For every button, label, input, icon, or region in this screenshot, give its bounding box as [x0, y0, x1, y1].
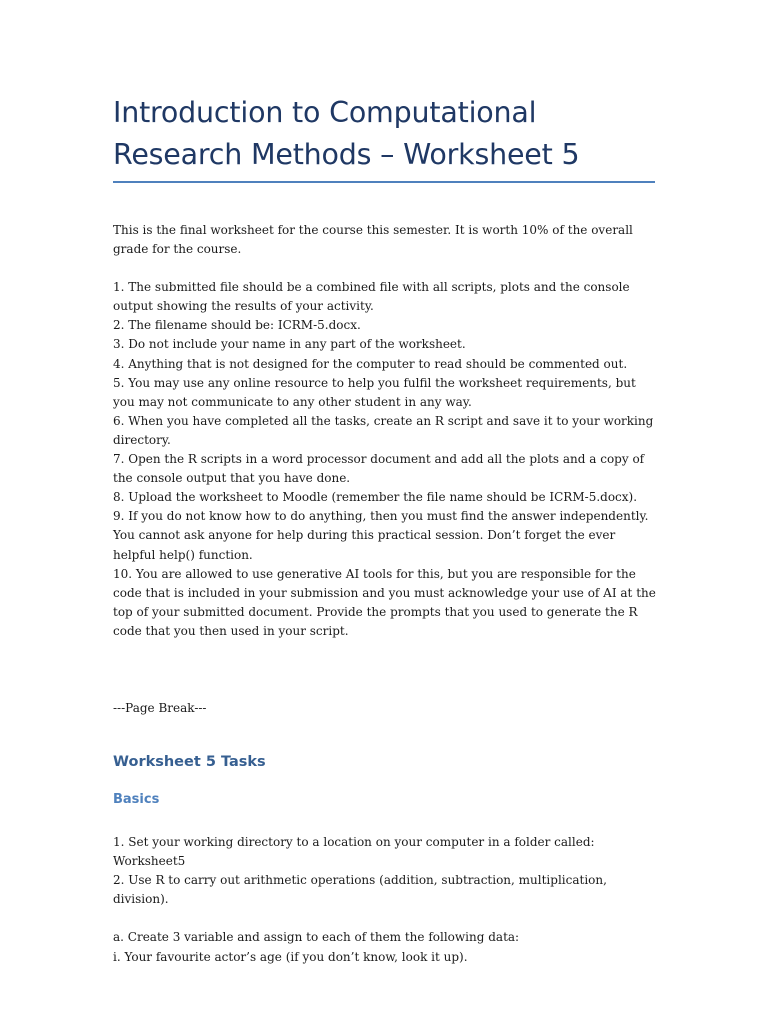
title-underline — [113, 181, 655, 183]
rules-list — [113, 278, 658, 641]
list-item: 2. Use R to carry out arithmetic operations (addition, subtraction, multiplication, division). — [113, 873, 607, 907]
intro-paragraph: This is the final worksheet for the course this semester. It is worth 10% of the overall grade for the course. — [113, 223, 633, 257]
page-break-marker: ---Page Break--- — [113, 700, 207, 715]
list-item: 5. You may use any online resource to help you fulfil the worksheet requirements, but you may not communicate to any other student in any way. — [113, 375, 636, 409]
list-item: 8. Upload the worksheet to Moodle (remember the file name should be ICRM-5.docx). — [113, 490, 638, 505]
title-line-2: Research Methods – Worksheet 5 — [113, 138, 580, 171]
subtasks-list — [113, 928, 658, 966]
list-item: 2. The filename should be: ICRM-5.docx. — [113, 318, 361, 333]
heading-basics: Basics — [113, 792, 160, 808]
list-item: 3. Do not include your name in any part of the worksheet. — [113, 337, 466, 352]
list-item: 1. Set your working directory to a location on your computer in a folder called: Worksheet5 — [113, 835, 595, 869]
list-item: 10. You are allowed to use generative AI tools for this, but you are responsible for the code that is included in your submission and you must acknowledge your use of AI at the top of your submitted document. Provide the prompts that you used to generate the R code that you then used in your script. — [113, 566, 656, 638]
list-item: 4. Anything that is not designed for the computer to read should be commented out. — [113, 356, 628, 371]
list-item: 1. The submitted file should be a combined file with all scripts, plots and the console output showing the results of your activity. — [113, 280, 630, 314]
document-page — [113, 92, 658, 967]
list-item: 7. Open the R scripts in a word processor document and add all the plots and a copy of the console output that you have done. — [113, 452, 645, 486]
tasks-list — [113, 833, 658, 909]
heading-worksheet-tasks: Worksheet 5 Tasks — [113, 754, 266, 771]
list-item: 6. When you have completed all the tasks, create an R script and save it to your working directory. — [113, 413, 654, 447]
list-item: 9. If you do not know how to do anything, then you must find the answer independently. You cannot ask anyone for help during this practical session. Don’t forget the ever helpful help() function. — [113, 509, 649, 562]
list-item: a. Create 3 variable and assign to each of them the following data: — [113, 930, 520, 945]
title-line-1: Introduction to Computational — [113, 96, 537, 129]
document-title — [113, 92, 658, 176]
list-item: i. Your favourite actor’s age (if you don’t know, look it up). — [113, 949, 468, 964]
